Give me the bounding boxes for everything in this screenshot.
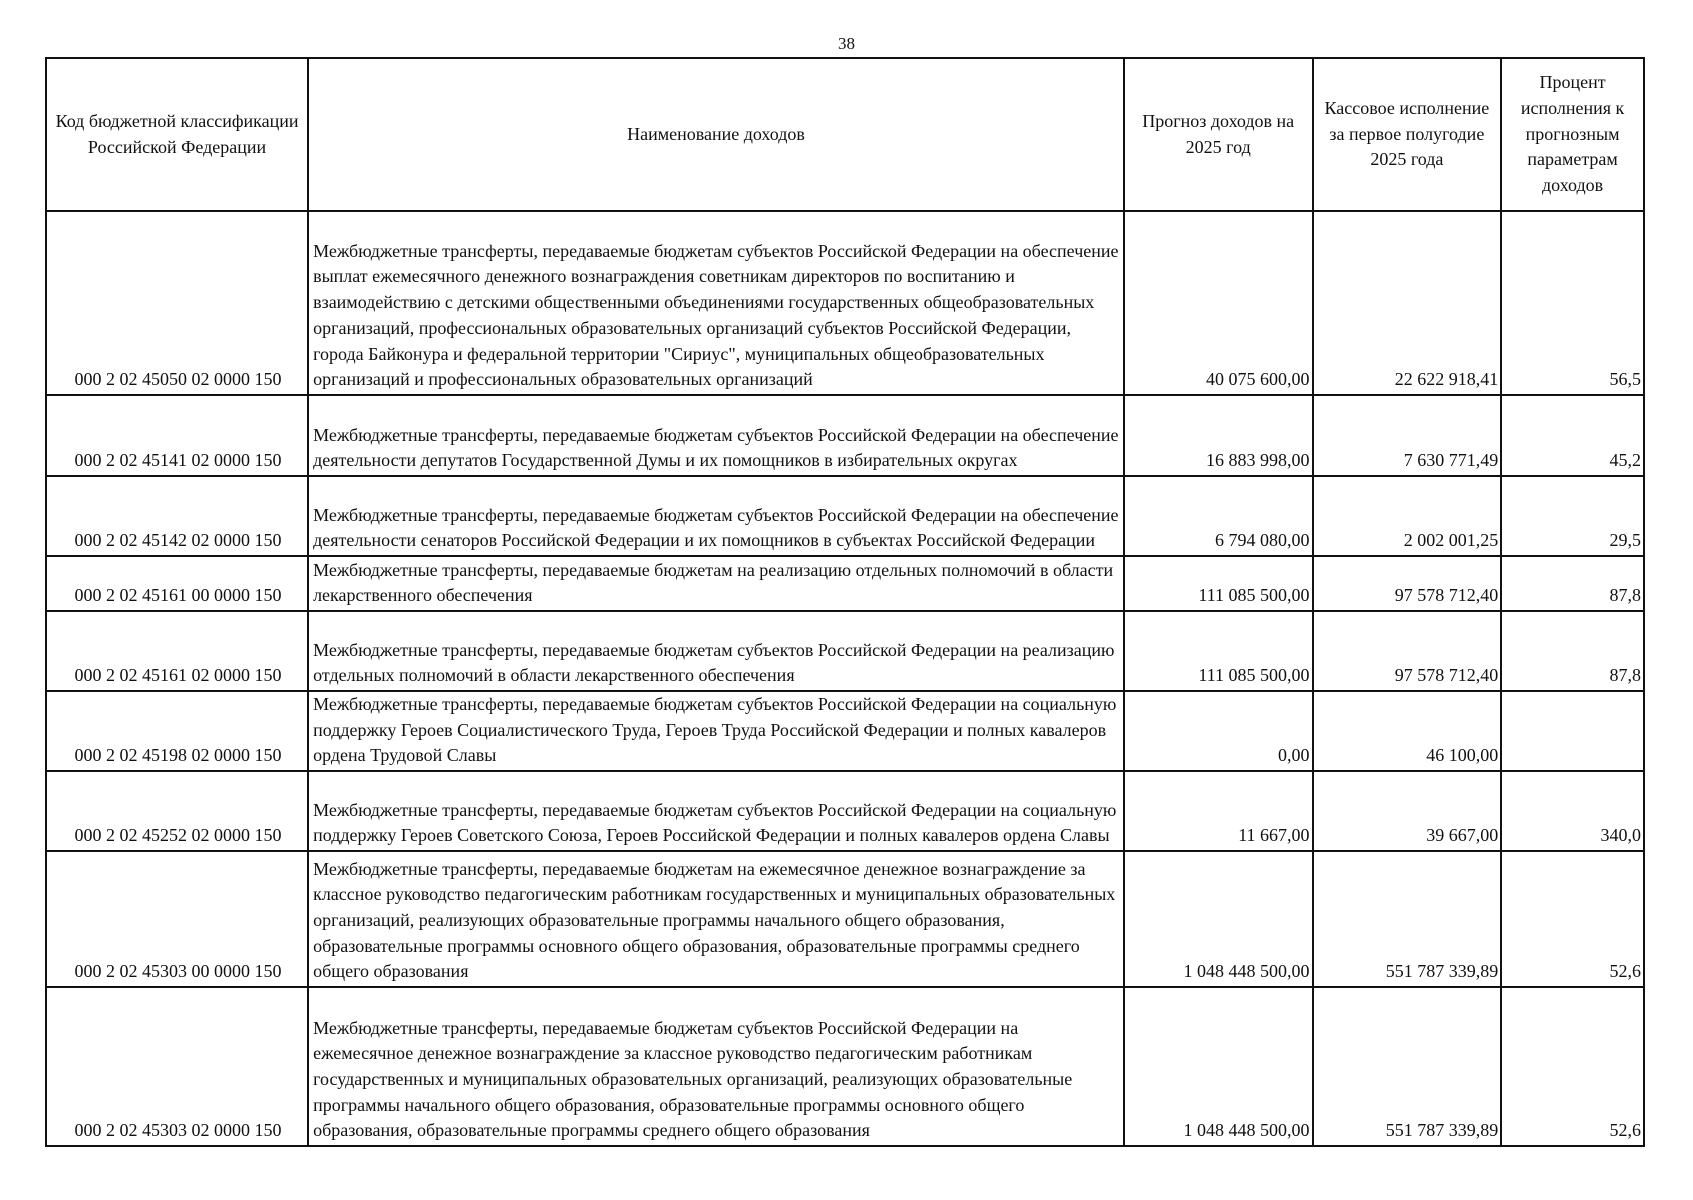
forecast-cell: 111 085 500,00 xyxy=(1124,611,1313,691)
income-name-cell: Межбюджетные трансферты, передаваемые бюджетам субъектов Российской Федерации на социальную поддержку Героев Советского Союза, Героев Российской Федерации и полных кавалеров ордена Славы xyxy=(308,771,1124,851)
forecast-cell: 1 048 448 500,00 xyxy=(1124,987,1313,1146)
budget-code-cell: 000 2 02 45198 02 0000 150 xyxy=(46,691,308,771)
header-percent: Процент исполнения к прогнозным параметрам доходов xyxy=(1501,58,1644,211)
cash-execution-cell: 7 630 771,49 xyxy=(1313,395,1502,476)
forecast-cell: 11 667,00 xyxy=(1124,771,1313,851)
forecast-cell: 16 883 998,00 xyxy=(1124,395,1313,476)
budget-code-cell: 000 2 02 45050 02 0000 150 xyxy=(46,211,308,395)
income-name-cell: Межбюджетные трансферты, передаваемые бюджетам субъектов Российской Федерации на реализацию отдельных полномочий в области лекарственного обеспечения xyxy=(308,611,1124,691)
forecast-cell: 40 075 600,00 xyxy=(1124,211,1313,395)
budget-code-cell: 000 2 02 45161 02 0000 150 xyxy=(46,611,308,691)
percent-cell: 45,2 xyxy=(1501,395,1644,476)
percent-cell: 87,8 xyxy=(1501,556,1644,611)
percent-cell: 52,6 xyxy=(1501,987,1644,1146)
cash-execution-cell: 97 578 712,40 xyxy=(1313,556,1502,611)
percent-cell: 29,5 xyxy=(1501,476,1644,556)
page-number: 38 xyxy=(838,34,855,53)
income-name-cell: Межбюджетные трансферты, передаваемые бюджетам субъектов Российской Федерации на обеспечение выплат ежемесячного денежного вознаграждения советникам директоров по воспитанию и взаимодействию с детскими общественными объединениями государственных общеобразовательных организаций, профессиональных образовательных организаций субъектов Российской Федерации, города Байконура и федеральной территории "Сириус", муниципальных общеобразовательных организаций и профессиональных образовательных организаций xyxy=(308,211,1124,395)
income-name-cell: Межбюджетные трансферты, передаваемые бюджетам субъектов Российской Федерации на обеспечение деятельности депутатов Государственной Думы и их помощников в избирательных округах xyxy=(308,395,1124,476)
table-row xyxy=(46,851,1644,987)
cash-execution-cell: 39 667,00 xyxy=(1313,771,1502,851)
table-row xyxy=(46,691,1644,771)
cash-execution-cell: 46 100,00 xyxy=(1313,691,1502,771)
income-name-cell: Межбюджетные трансферты, передаваемые бюджетам на реализацию отдельных полномочий в области лекарственного обеспечения xyxy=(308,556,1124,611)
income-name-cell: Межбюджетные трансферты, передаваемые бюджетам субъектов Российской Федерации на обеспечение деятельности сенаторов Российской Федерации и их помощников в субъектах Российской Федерации xyxy=(308,476,1124,556)
percent-cell: 340,0 xyxy=(1501,771,1644,851)
table-body xyxy=(46,211,1644,1146)
header-row xyxy=(46,58,1644,211)
table-row xyxy=(46,476,1644,556)
budget-code-cell: 000 2 02 45252 02 0000 150 xyxy=(46,771,308,851)
table-row xyxy=(46,611,1644,691)
table-row xyxy=(46,987,1644,1146)
percent-cell: 56,5 xyxy=(1501,211,1644,395)
table-row xyxy=(46,771,1644,851)
header-name: Наименование доходов xyxy=(308,58,1124,211)
budget-code-cell: 000 2 02 45142 02 0000 150 xyxy=(46,476,308,556)
table-row xyxy=(46,395,1644,476)
header-code: Код бюджетной классификации Российской Федерации xyxy=(46,58,308,211)
table-header xyxy=(46,58,1644,211)
budget-code-cell: 000 2 02 45303 00 0000 150 xyxy=(46,851,308,987)
header-forecast: Прогноз доходов на 2025 год xyxy=(1124,58,1313,211)
income-name-cell: Межбюджетные трансферты, передаваемые бюджетам субъектов Российской Федерации на ежемесячное денежное вознаграждение за классное руководство педагогическим работникам государственных и муниципальных образовательных организаций, реализующих образовательные программы начального общего образования, образовательные программы основного общего образования, образовательные программы среднего общего образования xyxy=(308,987,1124,1146)
budget-code-cell: 000 2 02 45161 00 0000 150 xyxy=(46,556,308,611)
income-name-cell: Межбюджетные трансферты, передаваемые бюджетам субъектов Российской Федерации на социальную поддержку Героев Социалистического Труда, Героев Труда Российской Федерации и полных кавалеров ордена Трудовой Славы xyxy=(308,691,1124,771)
cash-execution-cell: 97 578 712,40 xyxy=(1313,611,1502,691)
budget-code-cell: 000 2 02 45303 02 0000 150 xyxy=(46,987,308,1146)
cash-execution-cell: 22 622 918,41 xyxy=(1313,211,1502,395)
forecast-cell: 6 794 080,00 xyxy=(1124,476,1313,556)
percent-cell: 87,8 xyxy=(1501,611,1644,691)
income-name-cell: Межбюджетные трансферты, передаваемые бюджетам на ежемесячное денежное вознаграждение за классное руководство педагогическим работникам государственных и муниципальных образовательных организаций, реализующих образовательные программы начального общего образования, образовательные программы основного общего образования, образовательные программы среднего общего образования xyxy=(308,851,1124,987)
cash-execution-cell: 551 787 339,89 xyxy=(1313,851,1502,987)
forecast-cell: 1 048 448 500,00 xyxy=(1124,851,1313,987)
forecast-cell: 111 085 500,00 xyxy=(1124,556,1313,611)
cash-execution-cell: 2 002 001,25 xyxy=(1313,476,1502,556)
percent-cell: 52,6 xyxy=(1501,851,1644,987)
percent-cell xyxy=(1501,691,1644,771)
budget-code-cell: 000 2 02 45141 02 0000 150 xyxy=(46,395,308,476)
forecast-cell: 0,00 xyxy=(1124,691,1313,771)
header-cash: Кассовое исполнение за первое полугодие 2025 года xyxy=(1313,58,1502,211)
table-row xyxy=(46,211,1644,395)
cash-execution-cell: 551 787 339,89 xyxy=(1313,987,1502,1146)
income-table xyxy=(45,57,1645,1147)
table-row xyxy=(46,556,1644,611)
